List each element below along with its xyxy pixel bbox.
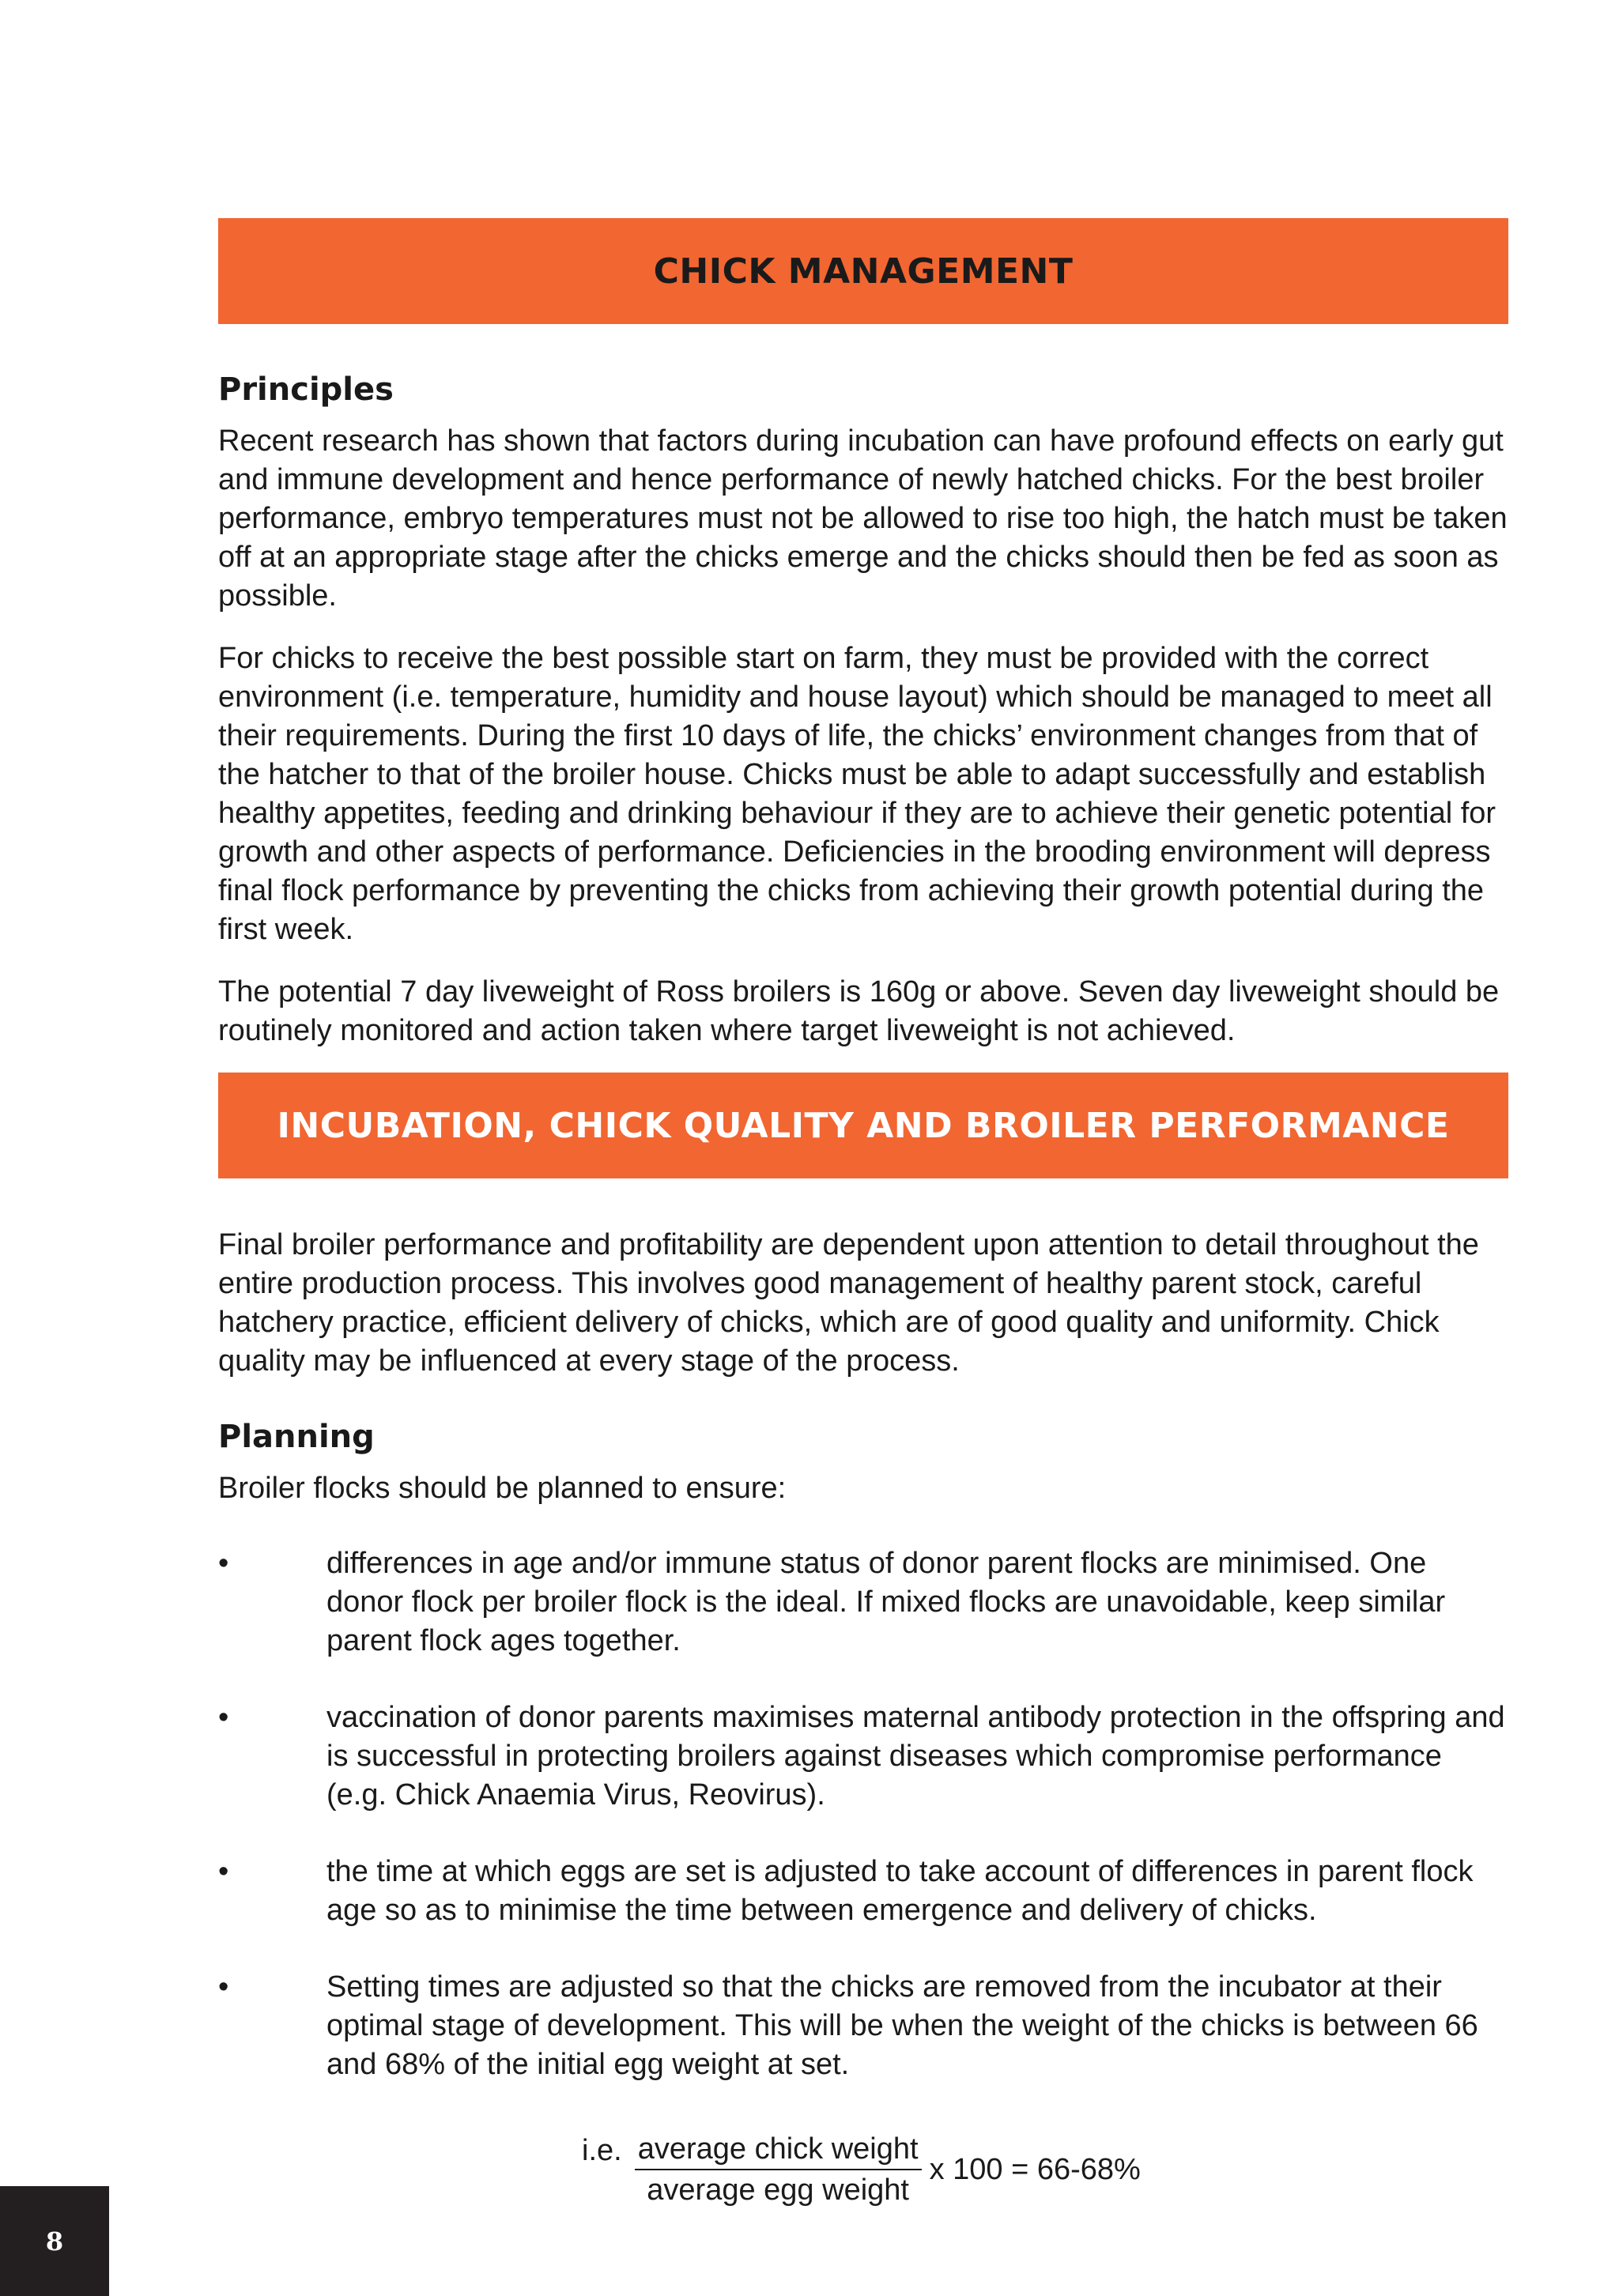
principles-paragraph-3: The potential 7 day liveweight of Ross broilers is 160g or above. Seven day liveweight should be routinely monitored and action taken where target liveweight is not achieved. — [218, 975, 1500, 1047]
incubation-banner — [218, 1073, 1508, 1178]
chick-management-banner — [218, 218, 1508, 324]
page-content — [218, 218, 1508, 2084]
bullet-icon: • — [218, 1970, 229, 2004]
bullet-icon: • — [218, 1701, 229, 1734]
chick-yield-formula — [582, 2131, 1141, 2208]
formula-result: x 100 = 66-68% — [929, 2152, 1141, 2186]
planning-bullet-item — [218, 1853, 1508, 1930]
planning-intro: Broiler flocks should be planned to ensure: — [218, 1472, 787, 1505]
planning-bullet-list — [218, 1544, 1508, 2084]
principles-heading: Principles — [218, 371, 394, 408]
planning-bullet-item — [218, 1698, 1508, 1815]
planning-bullet-text: Setting times are adjusted so that the chicks are removed from the incubator at their optimal stage of development. This will be when the weight of the chicks is between 66 and 68% of the initial egg weight at set. — [326, 1970, 1478, 2081]
formula-numerator: average chick weight — [635, 2131, 922, 2170]
principles-paragraph-1: Recent research has shown that factors during incubation can have profound effects on early gut and immune development and hence performance of newly hatched chicks. For the best broiler performance, embryo temperatures must not be allowed to rise too high, the hatch must be taken off at an appropriate stage after the chicks emerge and the chicks should then be fed as soon as possible. — [218, 424, 1508, 613]
planning-bullet-item — [218, 1544, 1508, 1661]
planning-bullet-text: differences in age and/or immune status of donor parent flocks are minimised. One donor flock per broiler flock is the ideal. If mixed flocks are unavoidable, keep similar parent flock ages together. — [326, 1547, 1446, 1657]
formula-prefix: i.e. — [582, 2133, 622, 2167]
page-number: 8 — [0, 2186, 109, 2296]
formula-fraction — [635, 2131, 922, 2208]
incubation-paragraph: Final broiler performance and profitability are dependent upon attention to detail throughout the entire production process. This involves good management of healthy parent stock, careful hatchery practice, efficient delivery of chicks, which are of good quality and uniformity. Chick quality may be influenced at every stage of the process. — [218, 1228, 1479, 1378]
planning-heading: Planning — [218, 1419, 375, 1455]
chick-management-title: CHICK MANAGEMENT — [653, 251, 1074, 292]
formula-denominator: average egg weight — [647, 2173, 909, 2207]
planning-bullet-item — [218, 1968, 1508, 2084]
incubation-title: INCUBATION, CHICK QUALITY AND BROILER PERFORMANCE — [277, 1105, 1450, 1146]
bullet-icon: • — [218, 1547, 229, 1580]
principles-paragraph-2: For chicks to receive the best possible start on farm, they must be provided with the correct environment (i.e. temperature, humidity and house layout) which should be managed to meet all their requirements. During the first 10 days of life, the chicks’ environment changes from that of the hatcher to that of the broiler house. Chicks must be able to adapt successfully and establish healthy appetites, feeding and drinking behaviour if they are to achieve their genetic potential for growth and other aspects of performance. Deficiencies in the brooding environment will depress final flock performance by preventing the chicks from achieving their growth potential during the first week. — [218, 642, 1496, 946]
planning-bullet-text: vaccination of donor parents maximises maternal antibody protection in the offspring and is successful in protecting broilers against diseases which compromise performance (e.g. Chick Anaemia Virus, Reovirus). — [326, 1701, 1505, 1812]
planning-bullet-text: the time at which eggs are set is adjusted to take account of differences in parent flock age so as to minimise the time between emergence and delivery of chicks. — [326, 1855, 1474, 1927]
bullet-icon: • — [218, 1855, 229, 1888]
